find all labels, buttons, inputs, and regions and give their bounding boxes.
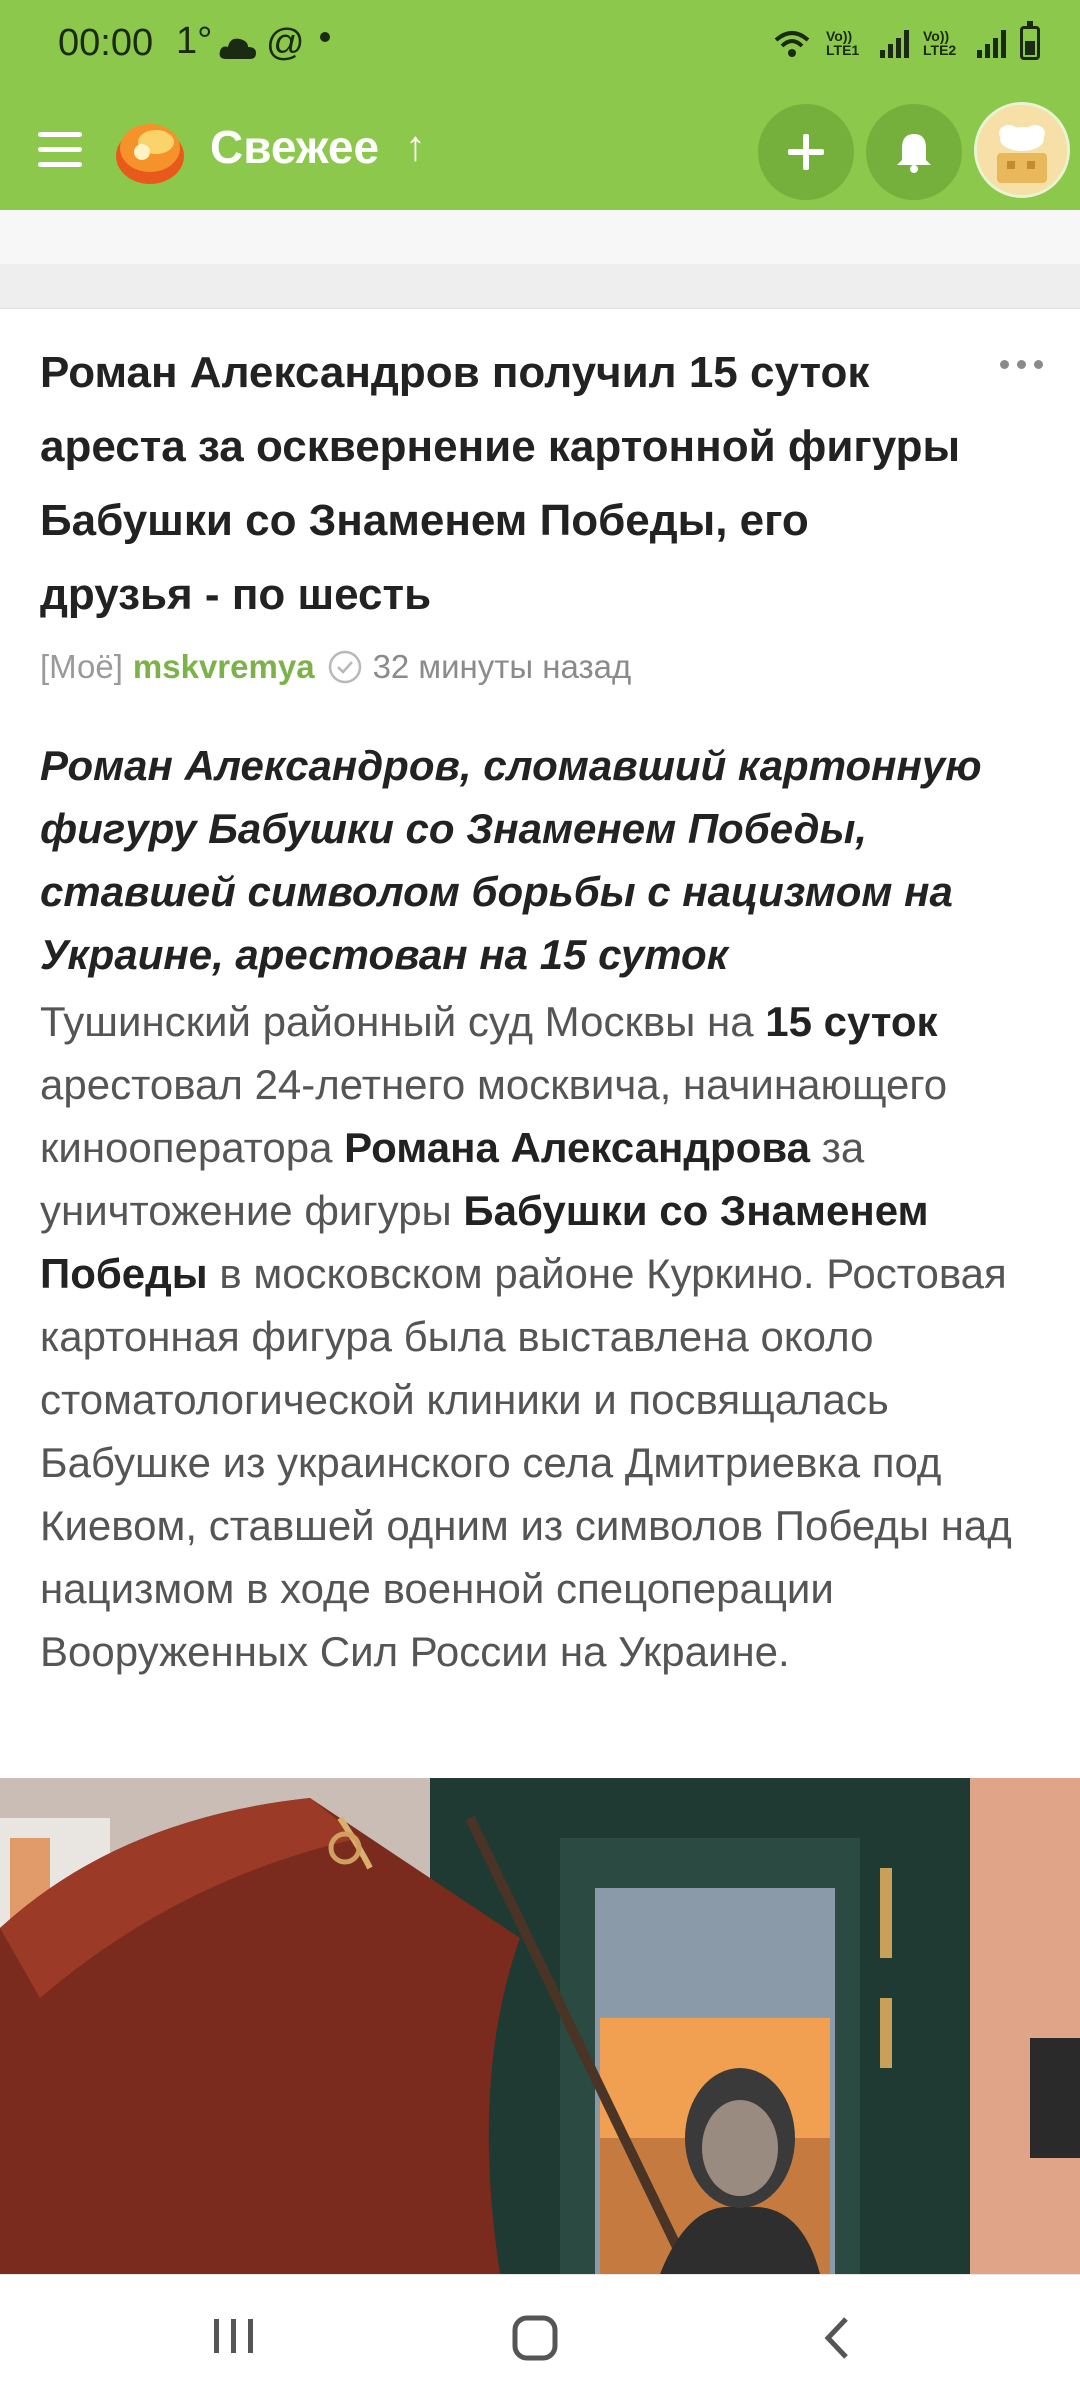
post-image[interactable] — [0, 1778, 1080, 2274]
page-title[interactable]: Свежее — [210, 121, 380, 173]
status-bar — [0, 0, 1080, 92]
post-tag[interactable]: [Моё] — [40, 648, 123, 685]
back-icon[interactable] — [818, 2313, 858, 2368]
add-post-button[interactable] — [758, 104, 854, 200]
body-part: за уничтожение фигуры — [40, 1124, 865, 1234]
status-temperature: 1° — [176, 20, 213, 62]
status-indicators — [772, 26, 1040, 60]
notification-dot-icon — [320, 32, 330, 42]
previous-post-actions — [0, 210, 1080, 264]
body-bold: Романа Александрова — [344, 1124, 810, 1171]
top-bar — [0, 0, 1080, 210]
avatar[interactable] — [974, 102, 1070, 198]
body-bold: Бабушки со Знаменем Победы — [40, 1187, 929, 1297]
sort-arrow-icon[interactable]: ↑ — [405, 122, 426, 169]
notifications-button[interactable] — [866, 104, 962, 200]
body-part: в московском районе Куркино. Ростовая картонная фигура была выставлена около стоматологической клиники и посвящалась Бабушке из украинского села Дмитриевка под Киевом, ставшей одним из символов Победы над нацизмом в ходе военной спецоперации Вооруженных Сил России на Украине. — [40, 1250, 1012, 1675]
wifi-icon — [772, 28, 812, 58]
post-separator — [0, 264, 1080, 309]
bell-icon — [894, 130, 934, 174]
recent-apps-icon[interactable] — [212, 2313, 256, 2364]
body-bold: 15 суток — [765, 998, 938, 1045]
battery-icon — [1020, 26, 1040, 60]
menu-icon[interactable] — [38, 132, 82, 168]
signal2-icon — [977, 28, 1006, 58]
lte2-label: Vo)) LTE2 — [923, 28, 957, 58]
app-bar — [0, 92, 1080, 210]
status-time: 00:00 — [58, 22, 154, 64]
more-options-icon[interactable] — [1000, 360, 1043, 369]
verified-check-icon — [327, 649, 363, 685]
body-part: Тушинский районный суд Москвы на — [40, 998, 766, 1045]
post-body — [40, 990, 1060, 1683]
body-part: арестовал 24-летнего москвича, начинающего кинооператора — [40, 1061, 948, 1171]
at-icon: @ — [266, 22, 305, 64]
post-lead: Роман Александров, сломавший картонную фигуру Бабушки со Знаменем Победы, ставшей символом борьбы с нацизмом на Украине, арестован на 15 суток — [40, 742, 982, 978]
plus-icon — [786, 132, 826, 172]
logo-icon[interactable] — [112, 112, 188, 188]
post-title[interactable]: Роман Александров получил 15 суток ареста за осквернение картонной фигуры Бабушки со Знаменем Победы, его друзья - по шесть — [40, 348, 961, 619]
post-time: 32 минуты назад — [372, 648, 632, 685]
lte1-label: Vo)) LTE1 — [826, 28, 860, 58]
cloud-icon — [218, 28, 258, 71]
home-icon[interactable] — [510, 2313, 560, 2368]
post-meta — [40, 648, 631, 686]
system-navigation-bar — [0, 2274, 1080, 2401]
post-author[interactable]: mskvremya — [132, 648, 315, 685]
signal1-icon — [880, 28, 909, 58]
